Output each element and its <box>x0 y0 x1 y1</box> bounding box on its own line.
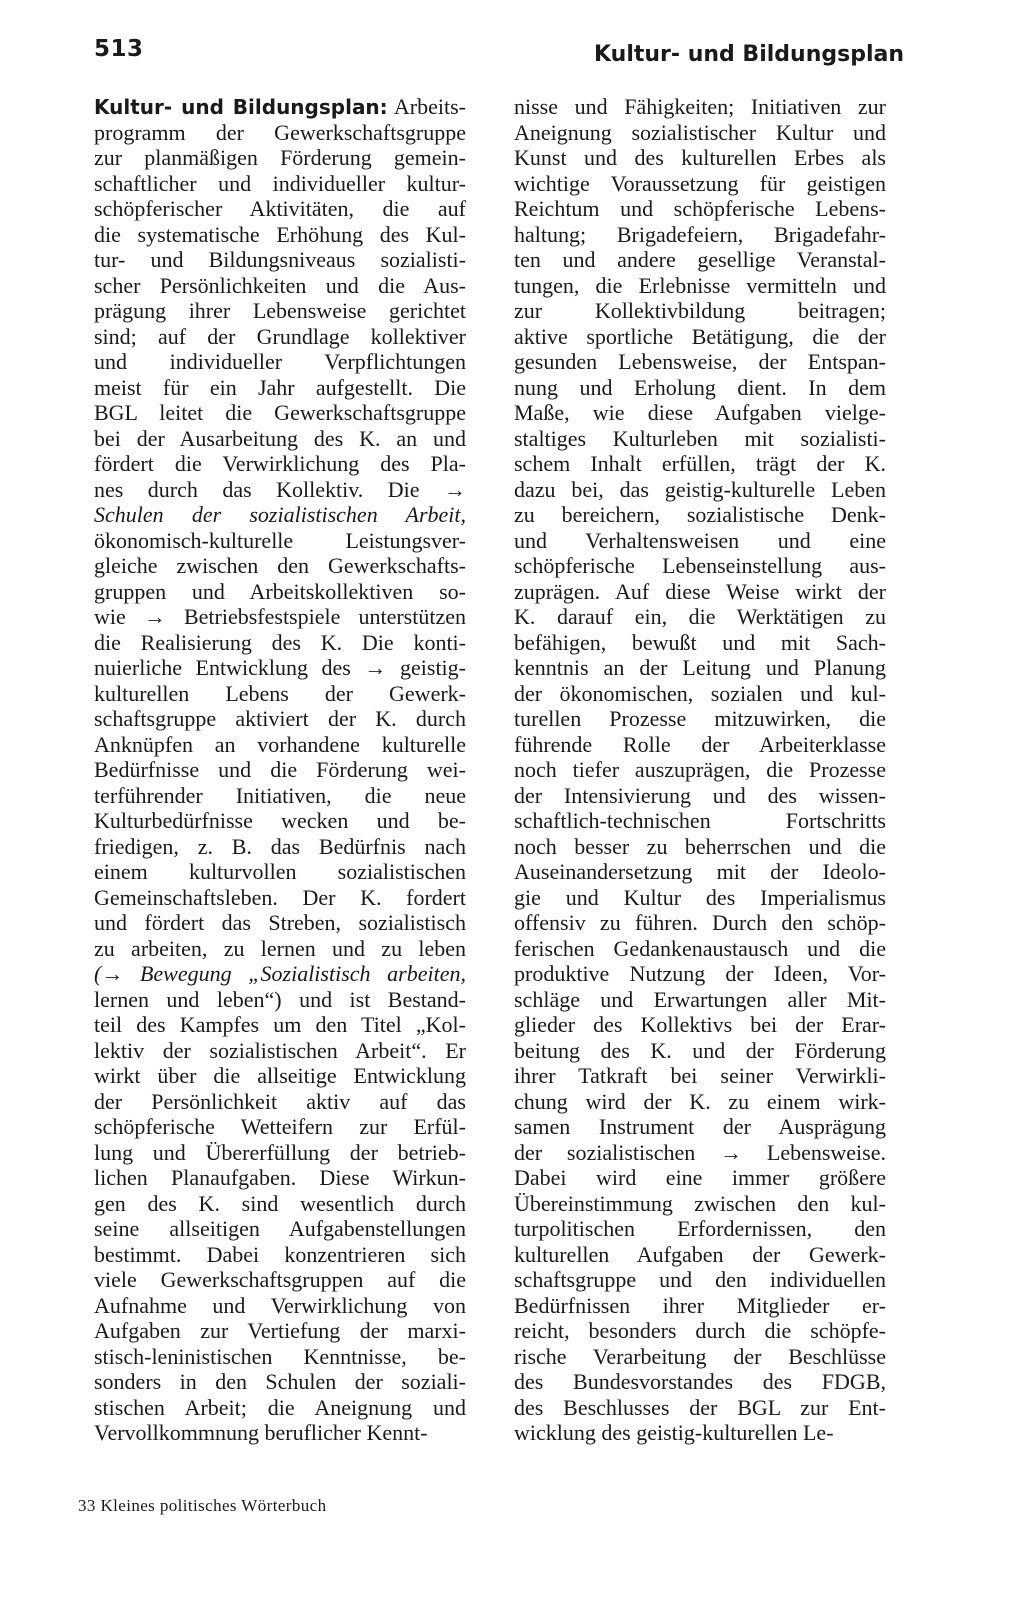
footer-signature: 33 Kleines politisches Wörterbuch <box>78 1496 327 1515</box>
text-line: zu bereichern, sozialistische Denk- <box>514 502 886 527</box>
text-line: teil des Kampfes um den Titel „Kol- <box>94 1012 466 1037</box>
text-line: des Beschlusses der BGL zur Ent- <box>514 1394 886 1420</box>
text-line: K. darauf ein, die Werktätigen zu <box>514 604 886 629</box>
text-line: lektiv der sozialistischen Arbeit“. Er <box>94 1037 466 1063</box>
text-line: die systematische Erhöhung des Kul- <box>94 221 466 247</box>
text-line: wicklung des geistig-kulturellen Le- <box>514 1420 834 1445</box>
text-line: Bedürfnissen ihrer Mitglieder er- <box>514 1292 886 1318</box>
text-line: bei der Ausarbeitung des K. an und <box>94 425 466 451</box>
text-line: kulturellen Lebens der Gewerk- <box>94 680 466 706</box>
text-line: gesunden Lebensweise, der Entspan- <box>514 349 886 374</box>
text-line: nisse und Fähigkeiten; Initiativen zur <box>514 94 886 119</box>
text-line: Vervollkommnung beruflicher Kennt- <box>94 1420 428 1445</box>
text-line: produktive Nutzung der Ideen, Vor- <box>514 961 886 986</box>
text-line: schöpferische Lebenseinstellung aus- <box>514 553 886 578</box>
text-line: des Bundesvorstandes des FDGB, <box>514 1369 886 1394</box>
text-line: und fördert das Streben, sozialistisch <box>94 910 466 935</box>
text-line: schläge und Erwartungen aller Mit- <box>514 986 886 1012</box>
text-line: schem Inhalt erfüllen, trägt der K. <box>514 451 886 476</box>
text-line: kenntnis an der Leitung und Planung <box>514 655 886 680</box>
cross-reference-line: Schulen der sozialistischen Arbeit, <box>94 502 466 527</box>
text-line: sind; auf der Grundlage kollektiver <box>94 323 466 349</box>
text-line: zuprägen. Auf diese Weise wirkt der <box>514 578 886 604</box>
text-line: gleiche zwischen den Gewerkschafts- <box>94 553 466 578</box>
text-line: meist für ein Jahr aufgestellt. Die <box>94 374 466 400</box>
text-line: stischen Arbeit; die Aneignung und <box>94 1394 466 1420</box>
text-line: schöpferischer Aktivitäten, die auf <box>94 196 466 221</box>
text-line: Kulturbedürfnisse wecken und be- <box>94 808 466 833</box>
text-line: wichtige Voraussetzung für geistigen <box>514 170 886 196</box>
text-line: bestimmt. Dabei konzentrieren sich <box>94 1241 466 1267</box>
text-line: zur Kollektivbildung beitragen; <box>514 298 886 323</box>
text-line: und Verhaltensweisen und eine <box>514 527 886 553</box>
text-line: Maße, wie diese Aufgaben vielge- <box>514 400 886 425</box>
text-line: ihrer Tatkraft bei seiner Verwirkli- <box>514 1063 886 1088</box>
text-line: chung wird der K. zu einem wirk- <box>514 1088 886 1114</box>
text-line: Übereinstimmung zwischen den kul- <box>514 1190 886 1216</box>
text-line: haltung; Brigadefeiern, Brigadefahr- <box>514 221 886 247</box>
text-line: schaftsgruppe und den individuellen <box>514 1267 886 1292</box>
text-line: ökonomisch-kulturelle Leistungsver- <box>94 527 466 553</box>
text-line: lichen Planaufgaben. Diese Wirkun- <box>94 1165 466 1190</box>
text-line: terführender Initiativen, die neue <box>94 782 466 808</box>
text-fragment: Arbeits- <box>387 94 466 119</box>
text-line: lung und Übererfüllung der betrieb- <box>94 1139 466 1165</box>
text-line: noch tiefer auszuprägen, die Prozesse <box>514 757 886 782</box>
text-line: befähigen, bewußt und mit Sach- <box>514 629 886 655</box>
text-line: fördert die Verwirklichung des Pla- <box>94 451 466 476</box>
cross-reference-line: (→ Bewegung „Sozialistisch arbeiten, <box>94 961 466 986</box>
text-line: der sozialistischen → Lebensweise. <box>514 1139 886 1165</box>
text-line: der ökonomischen, sozialen und kul- <box>514 680 886 706</box>
text-line: glieder des Kollektivs bei der Erar- <box>514 1012 886 1037</box>
text-line: aktive sportliche Betätigung, die der <box>514 323 886 349</box>
text-line: schaftlich-technischen Fortschritts <box>514 808 886 833</box>
text-line: friedigen, z. B. das Bedürfnis nach <box>94 833 466 859</box>
text-line: wie → Betriebsfestspiele unterstützen <box>94 604 466 629</box>
text-line: zu arbeiten, zu lernen und zu leben <box>94 935 466 961</box>
text-line: dazu bei, das geistig-kulturelle Leben <box>514 476 886 502</box>
text-line: nes durch das Kollektiv. Die → <box>94 476 466 502</box>
text-line: kulturellen Aufgaben der Gewerk- <box>514 1241 886 1267</box>
text-line: beitung des K. und der Förderung <box>514 1037 886 1063</box>
text-line: viele Gewerkschaftsgruppen auf die <box>94 1267 466 1292</box>
text-line <box>94 94 466 120</box>
text-line: tungen, die Erlebnisse vermitteln und <box>514 272 886 298</box>
page-number: 513 <box>94 36 144 62</box>
running-head: Kultur- und Bildungsplan <box>594 42 904 67</box>
text-line: lernen und leben“) und ist Bestand- <box>94 986 466 1012</box>
left-column <box>94 94 466 1446</box>
entry-headword: Kultur- und Bildungsplan: <box>94 95 388 119</box>
text-line: offensiv zu führen. Durch den schöp- <box>514 910 886 935</box>
text-line: gen des K. sind wesentlich durch <box>94 1190 466 1216</box>
text-line: BGL leitet die Gewerkschaftsgruppe <box>94 400 466 425</box>
text-line: nuierliche Entwicklung des → geistig- <box>94 655 466 680</box>
text-line: nung und Erholung dient. In dem <box>514 374 886 400</box>
text-line: Dabei wird eine immer größere <box>514 1165 886 1190</box>
text-line: Aufgaben zur Vertiefung der marxi- <box>94 1318 466 1343</box>
text-line: stisch-leninistischen Kenntnisse, be- <box>94 1343 466 1369</box>
text-line: scher Persönlichkeiten und die Aus- <box>94 272 466 298</box>
text-line: führende Rolle der Arbeiterklasse <box>514 731 886 757</box>
text-line: Kunst und des kulturellen Erbes als <box>514 145 886 170</box>
text-line: tur- und Bildungsniveaus sozialisti- <box>94 247 466 272</box>
text-line: Aneignung sozialistischer Kultur und <box>514 119 886 145</box>
text-line: noch besser zu beherrschen und die <box>514 833 886 859</box>
text-line: schaftsgruppe aktiviert der K. durch <box>94 706 466 731</box>
right-column <box>514 94 886 1446</box>
text-line: ten und andere gesellige Veranstal- <box>514 247 886 272</box>
text-line: turpolitischen Erfordernissen, den <box>514 1216 886 1241</box>
text-line: Reichtum und schöpferische Lebens- <box>514 196 886 221</box>
text-line: gruppen und Arbeitskollektiven so- <box>94 578 466 604</box>
text-line: seine allseitigen Aufgabenstellungen <box>94 1216 466 1241</box>
text-line: ferischen Gedankenaustausch und die <box>514 935 886 961</box>
text-line: schöpferische Wetteifern zur Erfül- <box>94 1114 466 1139</box>
text-line: gie und Kultur des Imperialismus <box>514 884 886 910</box>
text-line: Auseinandersetzung mit der Ideolo- <box>514 859 886 884</box>
text-line: Anknüpfen an vorhandene kulturelle <box>94 731 466 757</box>
text-line: rische Verarbeitung der Beschlüsse <box>514 1343 886 1369</box>
text-line: der Persönlichkeit aktiv auf das <box>94 1088 466 1114</box>
text-line: programm der Gewerkschaftsgruppe <box>94 119 466 145</box>
text-line: reicht, besonders durch die schöpfe- <box>514 1318 886 1343</box>
text-line: turellen Prozesse mitzuwirken, die <box>514 706 886 731</box>
text-line: prägung ihrer Lebensweise gerichtet <box>94 298 466 323</box>
text-line: schaftlicher und individueller kultur- <box>94 170 466 196</box>
text-line: Gemeinschaftsleben. Der K. fordert <box>94 884 466 910</box>
text-line: die Realisierung des K. Die konti- <box>94 629 466 655</box>
text-line: Aufnahme und Verwirklichung von <box>94 1292 466 1318</box>
text-line: einem kulturvollen sozialistischen <box>94 859 466 884</box>
text-line: Bedürfnisse und die Förderung wei- <box>94 757 466 782</box>
text-line: der Intensivierung und des wissen- <box>514 782 886 808</box>
text-line: samen Instrument der Ausprägung <box>514 1114 886 1139</box>
text-line: staltiges Kulturleben mit sozialisti- <box>514 425 886 451</box>
text-line: wirkt über die allseitige Entwicklung <box>94 1063 466 1088</box>
text-line: zur planmäßigen Förderung gemein- <box>94 145 466 170</box>
text-line: sonders in den Schulen der soziali- <box>94 1369 466 1394</box>
text-line: und individueller Verpflichtungen <box>94 349 466 374</box>
